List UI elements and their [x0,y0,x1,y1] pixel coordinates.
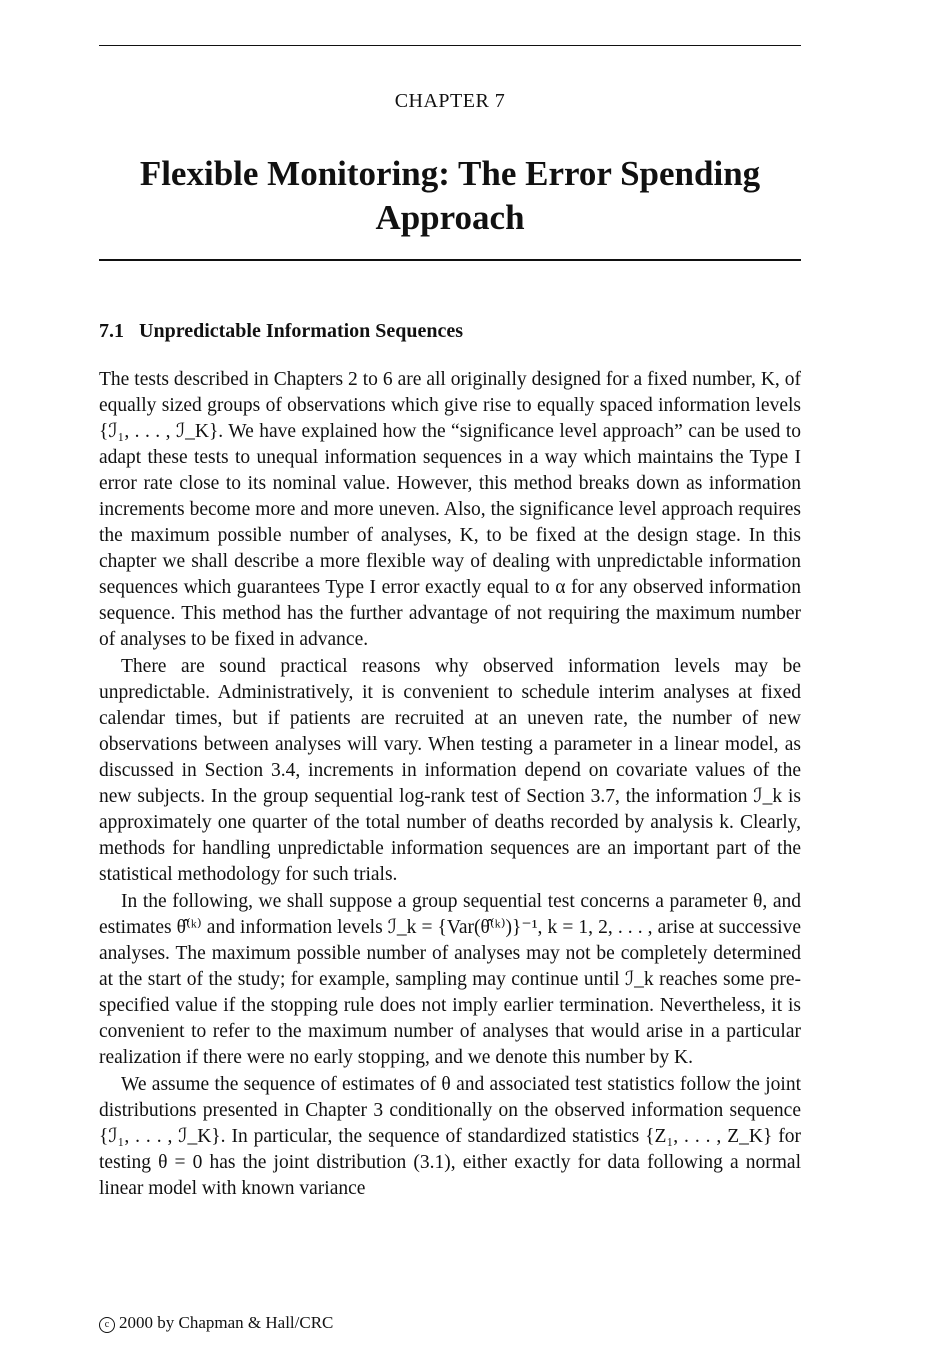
copyright-text: 2000 by Chapman & Hall/CRC [119,1313,334,1332]
title-rule [99,259,801,261]
paragraph-2: There are sound practical reasons why observed information levels may be unpredictable. Administratively, it is convenient to schedule interim analyses at fixed calendar times, but if patients are recruited at an uneven rate, the number of new observations between analyses will vary. When testing a parameter in a linear model, as discussed in Section 3.4, increments in information depend on covariate values of the new subjects. In the group sequential log-rank test of Section 3.7, the information ℐ_k is approximately one quarter of the total number of deaths recorded by analysis k. Clearly, methods for handling unpredictable information sequences are an important part of the statistical methodology for such trials. [99,656,801,885]
copyright-icon: c [99,1317,115,1333]
chapter-title: Flexible Monitoring: The Error Spending Approach [139,154,761,237]
paragraph-4: We assume the sequence of estimates of θ and associated test statistics follow the joint distributions presented in Chapter 3 conditionally on the observed information sequence {ℐ₁, . . . , ℐ_K}. In particular, the sequence of standardized statistics {Z₁, . . . , Z_K} for testing θ = 0 has the joint distribution (3.1), either exactly for data following a normal linear model with known variance [99,1074,801,1199]
section-number: 7.1 [99,320,124,342]
paragraph-1: The tests described in Chapters 2 to 6 are all originally designed for a fixed number, K, of equally sized groups of observations which give rise to equally spaced information levels {ℐ₁, . . . , ℐ_K}. We have explained how the “significance level approach” can be used to adapt these tests to unequal information sequences in a way which maintains the Type I error rate close to its nominal value. However, this method breaks down as information increments become more and more uneven. Also, the significance level approach requires the maximum possible number of analyses, K, to be fixed at the design stage. In this chapter we shall describe a more flexible way of dealing with unpredictable information sequences which guarantees Type I error exactly equal to α for any observed information sequence. This method has the further advantage of not requiring the maximum number of analyses to be fixed in advance. [99,369,801,650]
paragraph-3: In the following, we shall suppose a group sequential test concerns a parameter θ, and estimates θ̂⁽ᵏ⁾ and information levels ℐ_k = {Var(θ̂⁽ᵏ⁾)}⁻¹, k = 1, 2, . . . , arise at successive analyses. The maximum possible number of analyses may not be completely determined at the start of the study; for example, sampling may continue until ℐ_k reaches some pre-specified value if the stopping rule does not imply earlier termination. Nevertheless, it is convenient to refer to the maximum number of analyses that would arise in a particular realization if there were no early stopping, and we denote this number by K. [99,891,801,1068]
section-heading [99,320,801,343]
copyright-footer [99,1313,333,1333]
body-text [99,367,801,1202]
section-title: Unpredictable Information Sequences [139,320,464,342]
chapter-label: CHAPTER 7 [394,90,506,112]
top-rule [99,45,801,46]
